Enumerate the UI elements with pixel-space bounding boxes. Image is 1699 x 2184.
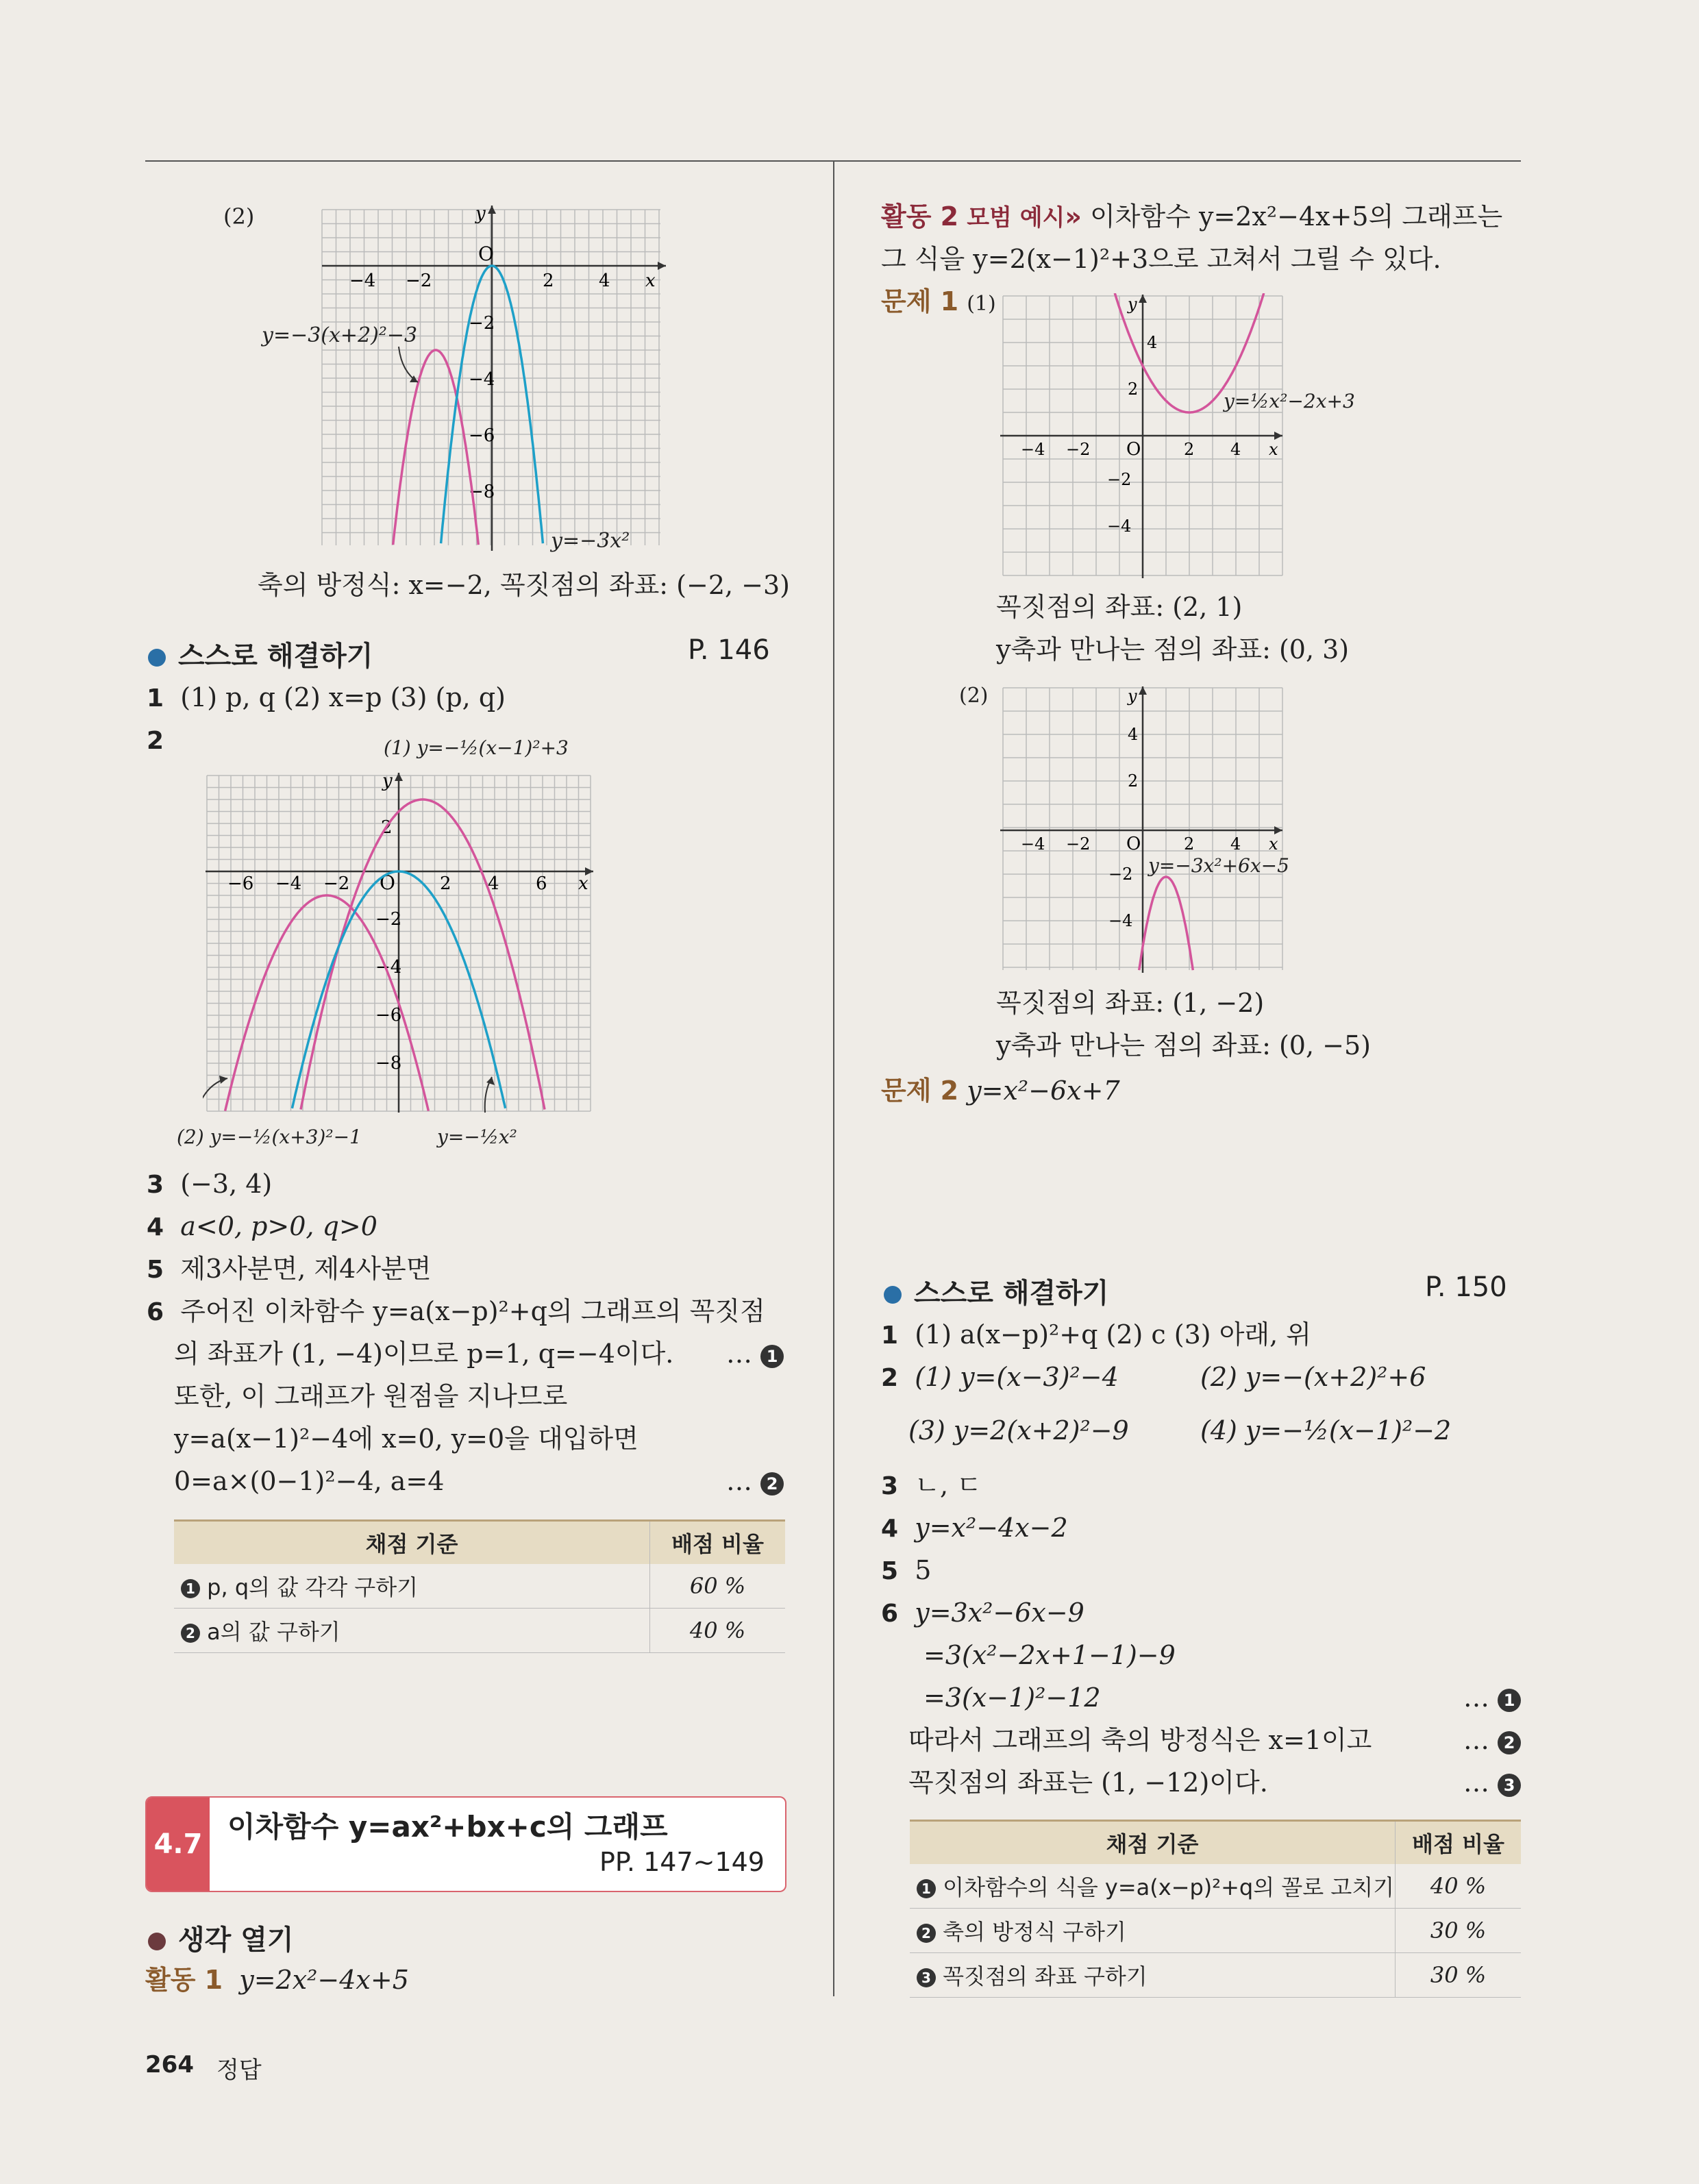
svg-text:−2: −2 <box>375 909 402 930</box>
bullet-icon <box>148 649 166 667</box>
svg-text:−4: −4 <box>1108 911 1133 930</box>
table-header-ratio: 배점 비율 <box>650 1521 786 1565</box>
self-solve-heading-2: 스스로 해결하기 <box>884 1271 1108 1311</box>
marker-r1: … 1 <box>1463 1681 1521 1714</box>
self-solve-page-2: P. 150 <box>1425 1271 1507 1303</box>
svg-text:−4: −4 <box>1021 440 1045 459</box>
svg-text:−4: −4 <box>1107 517 1132 536</box>
activity-2-line1: 활동 2 모범 예시» 이차함수 y=2x²−4x+5의 그래프는 <box>881 201 1503 232</box>
graph1-caption: 축의 방정식: x=−2, 꼭짓점의 좌표: (−2, −3) <box>258 570 790 600</box>
graph2-eq-1: (1) y=−½(x−1)²+3 <box>384 736 569 759</box>
answer-2: 2 <box>147 727 164 755</box>
scoring-table-1 <box>174 1519 785 1653</box>
answer-5: 5 제3사분면, 제4사분면 <box>147 1254 432 1284</box>
answer-4: 4 a<0, p>0, q>0 <box>147 1211 377 1241</box>
section-title: 이차함수 y=ax²+bx+c의 그래프 <box>227 1810 668 1844</box>
svg-text:−2: −2 <box>1107 470 1132 489</box>
svg-text:y: y <box>1128 295 1137 314</box>
answer-r6-line4: 따라서 그래프의 축의 방정식은 x=1이고 <box>908 1725 1372 1755</box>
svg-text:O: O <box>380 871 395 894</box>
svg-text:−2: −2 <box>406 271 432 291</box>
problem-2: 문제 2 y=x²−6x+7 <box>881 1076 1120 1106</box>
section-header-box <box>145 1796 786 1892</box>
activity-1: 활동 1 y=2x²−4x+5 <box>145 1965 409 1995</box>
think-heading: 생각 열기 <box>148 1918 294 1957</box>
answer-r4: 4 y=x²−4x−2 <box>881 1513 1068 1543</box>
graph3-eq: y=½x²−2x+3 <box>1224 390 1355 412</box>
answer-r6: 6 y=3x²−6x−9 <box>881 1598 1084 1628</box>
problem-1-sub2: (2) <box>959 684 989 708</box>
answer-r2d: (4) y=−½(x−1)²−2 <box>1200 1415 1452 1445</box>
table-row: 3 꼭짓점의 좌표 구하기 30 % <box>910 1953 1521 1998</box>
svg-text:−6: −6 <box>375 1005 402 1026</box>
svg-text:O: O <box>1126 834 1141 854</box>
answer-6-line3: 또한, 이 그래프가 원점을 지나므로 <box>174 1381 568 1411</box>
answer-r3: 3 ㄴ, ㄷ <box>881 1470 982 1500</box>
svg-text:2: 2 <box>543 271 554 291</box>
section-tag: 4.7 <box>147 1798 210 1891</box>
svg-text:−4: −4 <box>275 873 302 894</box>
answer-6-line4: y=a(x−1)²−4에 x=0, y=0을 대입하면 <box>174 1424 638 1454</box>
svg-text:−2: −2 <box>1066 440 1091 459</box>
graph1-label: (2) <box>223 203 255 229</box>
svg-text:−8: −8 <box>375 1053 402 1074</box>
graph2-eq-2: (2) y=−½(x+3)²−1 <box>177 1126 362 1148</box>
table-row: 1 이차함수의 식을 y=a(x−p)²+q의 꼴로 고치기 40 % <box>910 1864 1521 1909</box>
table-row: 2 a의 값 구하기 40 % <box>174 1609 785 1653</box>
answer-r2: 2 (1) y=(x−3)²−4 <box>881 1362 1119 1392</box>
table-row: 1 p, q의 값 각각 구하기 60 % <box>174 1564 785 1609</box>
svg-text:−2: −2 <box>469 313 495 334</box>
graph2-eq-3: y=−½x² <box>437 1126 517 1148</box>
footer-label: 정답 <box>216 2057 262 2084</box>
double-chevron-icon: » <box>1065 201 1082 232</box>
table-header-criteria: 채점 기준 <box>174 1521 650 1565</box>
self-solve-page-1: P. 146 <box>688 634 770 666</box>
svg-text:O: O <box>1126 439 1141 460</box>
graph4 <box>1000 685 1285 973</box>
svg-text:x: x <box>1269 834 1278 854</box>
page-number: 264 <box>145 2051 194 2078</box>
answer-r6-line5: 꼭짓점의 좌표는 (1, −12)이다. <box>908 1767 1268 1798</box>
svg-text:4: 4 <box>1128 725 1139 744</box>
svg-text:−4: −4 <box>349 271 376 291</box>
bullet-icon <box>884 1286 902 1304</box>
graph3 <box>1000 293 1285 578</box>
svg-text:x: x <box>645 271 656 291</box>
answer-6-line5: 0=a×(0−1)²−4, a=4 <box>174 1466 445 1496</box>
svg-text:2: 2 <box>440 873 451 894</box>
svg-text:x: x <box>1269 440 1278 459</box>
answer-r2b: (2) y=−(x+2)²+6 <box>1200 1362 1426 1392</box>
svg-text:y: y <box>382 771 393 791</box>
svg-text:O: O <box>478 243 494 265</box>
table-header-ratio: 배점 비율 <box>1396 1821 1521 1865</box>
svg-text:4: 4 <box>1230 834 1241 854</box>
activity-2-line2: 그 식을 y=2(x−1)²+3으로 고쳐서 그릴 수 있다. <box>881 244 1441 274</box>
svg-text:2: 2 <box>1128 771 1139 791</box>
answer-r5: 5 5 <box>881 1555 932 1585</box>
svg-text:−8: −8 <box>469 482 495 502</box>
svg-text:4: 4 <box>1230 440 1241 459</box>
graph1-eq-pink: y=−3(x+2)²−3 <box>262 323 418 347</box>
marker-r2: … 2 <box>1463 1724 1521 1757</box>
graph4-eq: y=−3x²+6x−5 <box>1148 854 1289 877</box>
svg-text:2: 2 <box>1184 834 1195 854</box>
svg-text:−4: −4 <box>375 957 402 978</box>
self-solve-heading-1: 스스로 해결하기 <box>148 634 373 673</box>
answer-r6-line3: =3(x−1)²−12 <box>923 1683 1101 1713</box>
svg-text:−4: −4 <box>1021 834 1045 854</box>
svg-text:2: 2 <box>1184 440 1195 459</box>
problem-1-answer-2: y축과 만나는 점의 좌표: (0, 3) <box>996 634 1350 665</box>
section-pages: PP. 147~149 <box>599 1847 765 1877</box>
answer-r1: 1 (1) a(x−p)²+q (2) c (3) 아래, 위 <box>881 1319 1311 1350</box>
svg-text:4: 4 <box>488 873 499 894</box>
scoring-table-2 <box>910 1820 1521 1998</box>
bullet-icon <box>148 1933 166 1950</box>
problem-1-label: 문제 1 (1) <box>881 286 996 317</box>
answer-r2c: (3) y=2(x+2)²−9 <box>908 1415 1129 1445</box>
answer-3: 3 (−3, 4) <box>147 1169 273 1199</box>
svg-text:−2: −2 <box>323 873 350 894</box>
graph2 <box>203 770 596 1115</box>
svg-text:−2: −2 <box>1108 865 1133 884</box>
graph1 <box>317 203 673 559</box>
svg-text:4: 4 <box>599 271 610 291</box>
answer-6-line2: 의 좌표가 (1, −4)이므로 p=1, q=−4이다. <box>174 1339 674 1369</box>
column-divider <box>833 160 834 1996</box>
answer-1: 1 (1) p, q (2) x=p (3) (p, q) <box>147 682 506 712</box>
problem-1-answer-4: y축과 만나는 점의 좌표: (0, −5) <box>996 1030 1371 1060</box>
marker-r3: … 3 <box>1463 1766 1521 1799</box>
svg-text:y: y <box>475 203 486 224</box>
svg-text:−6: −6 <box>469 425 495 446</box>
marker-2: … 2 <box>726 1465 784 1498</box>
svg-text:2: 2 <box>1128 380 1139 399</box>
problem-1-answer-1: 꼭짓점의 좌표: (2, 1) <box>996 592 1243 622</box>
svg-text:x: x <box>578 873 588 894</box>
table-row: 2 축의 방정식 구하기 30 % <box>910 1909 1521 1953</box>
answer-r6-line2: =3(x²−2x+1−1)−9 <box>923 1640 1176 1670</box>
answer-6: 6 주어진 이차함수 y=a(x−p)²+q의 그래프의 꼭짓점 <box>147 1296 765 1326</box>
svg-text:2: 2 <box>381 817 393 838</box>
graph1-eq-blue: y=−3x² <box>551 529 630 553</box>
svg-text:−2: −2 <box>1066 834 1091 854</box>
svg-text:6: 6 <box>536 873 547 894</box>
svg-text:−6: −6 <box>227 873 254 894</box>
svg-text:−4: −4 <box>469 369 495 390</box>
marker-1: … 1 <box>726 1337 784 1370</box>
svg-text:y: y <box>1128 686 1137 706</box>
table-header-criteria: 채점 기준 <box>910 1821 1396 1865</box>
svg-text:4: 4 <box>1147 333 1158 352</box>
problem-1-answer-3: 꼭짓점의 좌표: (1, −2) <box>996 988 1265 1018</box>
